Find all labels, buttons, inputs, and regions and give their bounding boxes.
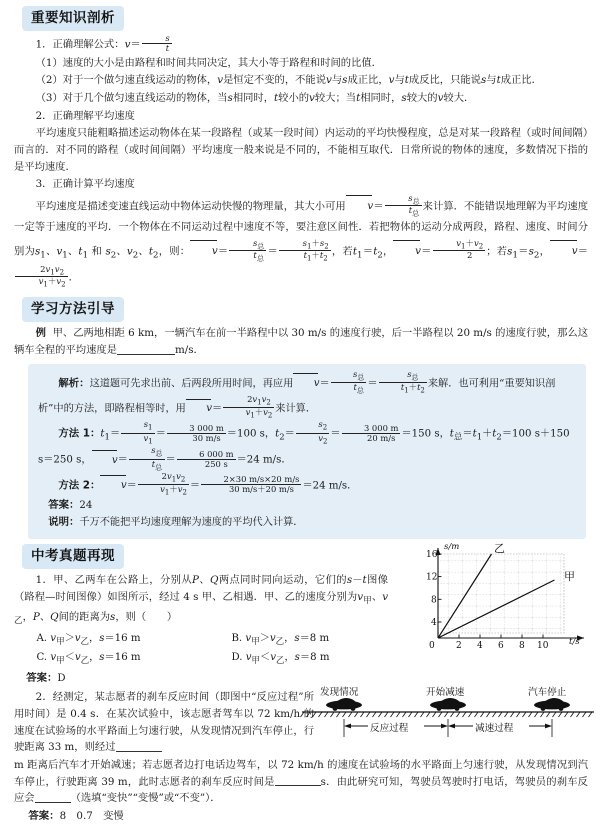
knowledge-p3-g: 较大． <box>443 91 475 104</box>
knowledge-p2-b: 是恒定不变的，不能说 <box>223 74 327 87</box>
q2-a: 2．经测定，某志愿者的刹车反应时间（即图中“反应过程”所用时间）是 0.4 s．在某次试验中，该志愿者驾车以 72 km/h 的速度在试验场的水平路面上匀速行驶，从发现情况到汽车停止，行驶距离 33 m，则经过 <box>14 691 314 754</box>
st-graph-svg <box>406 538 596 656</box>
jiexi-text-c: 来计算． <box>275 403 317 415</box>
q1-b: 两点同时同向运动，它们的 <box>218 574 347 587</box>
knowledge-item-2-label: 2．正确理解平均速度 <box>35 109 135 122</box>
knowledge-p2-d: 成正比， <box>347 74 389 87</box>
y-tick-8: 8 <box>431 595 437 606</box>
section-header-exam: 中考真题再现 <box>22 544 124 569</box>
jiexi-method-2: 方法 2： v＝ $\frac{2v_1v_2}{v_1+v_2}$ ＝ $\frac{2\times 30 m/s\times 20 m/s}{30 m/s+20 m/s}$ ＝24 m/s． <box>58 470 358 497</box>
q1-answer-label: 答案： <box>26 672 58 685</box>
q2-answer-value: 8 0.7 变慢 <box>59 809 124 822</box>
q1-a: 1．甲、乙两车在公路上，分别从 <box>35 574 192 587</box>
knowledge-p5-c: ，则： <box>158 244 191 257</box>
knowledge-p2-f: 成反比，只能说 <box>408 74 481 87</box>
st-graph-figure <box>406 538 596 656</box>
note-label: 说明： <box>48 516 80 529</box>
q1-e: ，则（ ） <box>115 610 178 623</box>
knowledge-p5-d: ，若 <box>331 244 353 257</box>
q2-answer-label: 答案： <box>28 809 60 822</box>
section-exam <box>0 541 600 825</box>
knowledge-p5-b: 来计算．不能错误地理解为平均速度一定等于速度的平均．一个物体在不同运动过程中速度不等，要注意区间性．若把物体的运动分成两段，路程、速度、时间分别为 <box>14 200 589 257</box>
example-blank[interactable] <box>117 344 175 355</box>
formula-6000-250: $\frac{6 000 m}{250 s}$ <box>177 450 236 469</box>
car-label-discover: 发现情况 <box>320 687 359 699</box>
section-header-knowledge: 重要知识剖析 <box>22 6 124 31</box>
y-axis-label: s/m <box>444 541 460 552</box>
road-hatching <box>301 712 593 717</box>
q2-blank-1[interactable] <box>116 741 162 752</box>
option-B-key: B. <box>231 632 243 644</box>
jiexi-method-1: 方法 1：$t_1=$ $\frac{s_1}{v_1}$ ＝ $\frac{3 000 m}{30 m/s}$ ＝100 s，$t_2=$ $\frac{s_2}{v_2}$ ＝ $\frac{3 000 m}{20 m/s}$ ＝150 s，$t_总=t_1+t_2=100$ s＋150 s＝250 s， v＝ $\frac{s_总}{t_总}$ ＝ $\frac{6 000 m}{250 s}$ ＝24 m/s． <box>38 419 570 472</box>
knowledge-p3-c: 较小的 <box>278 91 310 104</box>
y-tick-16: 16 <box>426 549 438 560</box>
formula-v-s-t: $\frac{s}{t}$ <box>142 34 172 53</box>
knowledge-p5-e: ；若 <box>486 244 508 257</box>
q2-blank-3[interactable] <box>35 792 71 803</box>
car-label-stop: 汽车停止 <box>528 687 567 699</box>
method1-label: 方法 1： <box>58 427 101 440</box>
formula-vbar-total: $\frac{s_总}{t_总}$ <box>385 194 422 218</box>
method2-label: 方法 2： <box>58 479 101 492</box>
car-label-brake-start: 开始减速 <box>426 687 465 699</box>
q1-c: 图像（路程—时间图像）如图所示，经过 4 s 甲、乙相遇．甲、乙的速度分别为 <box>14 574 389 603</box>
knowledge-p3-a: （3）对于几个做匀速直线运动的物体，当 <box>35 91 228 104</box>
option-D-key: D. <box>231 652 243 664</box>
knowledge-p2-a: （2）对于一个做匀速直线运动的物体， <box>35 74 218 87</box>
q1-d: 间的距离为 <box>58 610 111 623</box>
knowledge-p2-e: 与 <box>394 74 405 87</box>
answer-value: 24 <box>79 500 93 512</box>
formula-harmonic: $\frac{2v_1v_2}{v_1+v_2}$ <box>15 265 68 289</box>
origin-label: 0 <box>429 640 435 651</box>
knowledge-item-3-label: 3．正确计算平均速度 <box>35 178 135 191</box>
method-example <box>14 325 588 358</box>
example-text-b: m/s． <box>174 344 204 357</box>
knowledge-p3-e: 相同时， <box>360 91 402 104</box>
x-axis-label: t/s <box>569 636 580 647</box>
knowledge-p2-h: 成正比． <box>500 74 542 87</box>
knowledge-p2: （2）对于一个做匀速直线运动的物体，v是恒定不变的，不能说v与s成正比，v与t成反比，只能说s与t成正比． <box>35 74 542 87</box>
option-row-2 <box>14 649 414 669</box>
x-tick-10: 10 <box>537 640 549 651</box>
y-tick-4: 4 <box>431 617 437 628</box>
q1-text: 1．甲、乙两车在公路上，分别从P、Q两点同时同向运动，它们的s－t图像（路程—时间图像）如图所示，经过 4 s 甲、乙相遇．甲、乙的速度分别为$v_甲$、$v_乙$，P、Q间的距离为s，则（ ） <box>14 574 389 626</box>
knowledge-p1: （1）速度的大小是由路程和时间共同决定，其大小等于路程和时间的比值． <box>35 56 382 69</box>
q2-b: m 距离后汽车才开始减速；若志愿者边打电话边驾车，以 72 km/h 的速度在试验场的水平路面上匀速行驶，从发现情况到汽车停止，行驶距离 39 m，此时志愿者的刹车反应时间是 <box>14 758 588 788</box>
option-A-key: A. <box>36 632 48 644</box>
jiexi-text-b: 来解．也可利用“重要知识剖析”中的方法，即路程相等时，用 <box>38 378 556 415</box>
knowledge-p5: 平均速度是描述变速直线运动中物体运动快慢的物理量，其大小可用 v＝ $\frac{s_总}{t_总}$ 来计算．不能错误地理解为平均速度一定等于速度的平均．一个物体在不同运动过程中速度不等，要注意区间性．若把物体的运动分成两段，路程、速度、时间分别为$s_1$、$v_1$、$t_1$ 和 $s_2$、$v_2$、$t_2$，则： v＝ $\frac{s_总}{t_总}$ ＝ $\frac{s_1+s_2}{t_1+t_2}$ ，若$t_1=t_2$， v＝ $\frac{v_1+v_2}{2}$ ；若$s_1=s_2$， v＝ $\frac{2v_1v_2}{v_1+v_2}$ ． <box>14 192 589 289</box>
x-tick-2: 2 <box>456 640 462 651</box>
jiexi-answer <box>38 497 576 514</box>
exam-question-1 <box>0 572 400 688</box>
knowledge-p2-c: 与 <box>331 74 343 87</box>
formula-avg2: $\frac{v_1+v_2}{2}$ <box>433 239 486 260</box>
x-tick-6: 6 <box>498 640 504 651</box>
q2-text-rest <box>14 757 588 807</box>
x-tick-8: 8 <box>519 640 525 651</box>
knowledge-p3-f: 较大的 <box>406 91 438 104</box>
option-D[interactable]: D. $v_甲<v_乙$，s＝8 m <box>231 652 330 667</box>
knowledge-item-1: 1．正确理解公式：v＝ $\frac{s}{t}$ <box>35 33 170 54</box>
series-label-jia: 甲 <box>564 569 575 583</box>
car-icon-2 <box>430 698 466 711</box>
car-icon-3 <box>534 698 570 711</box>
q1-answer-value: D <box>57 673 66 685</box>
knowledge-p2-g: 与 <box>486 74 497 87</box>
knowledge-item-1-label: 1．正确理解公式： <box>35 38 125 51</box>
example-text-a: 甲、乙两地相距 6 km，一辆汽车在前一半路程中以 30 m/s 的速度行驶，后一半路程以 20 m/s 的速度行驶，那么这辆车全程的平均速度是 <box>14 327 589 357</box>
jiexi-label: 解析： <box>58 377 90 390</box>
y-tick-12: 12 <box>426 572 438 583</box>
span-label-decel: 减速过程 <box>475 723 514 735</box>
knowledge-p3-b: 相同时， <box>232 91 275 104</box>
exam-question-2 <box>0 689 600 825</box>
series-label-yi: 乙 <box>494 541 505 555</box>
option-A[interactable]: A. $v_甲>v_乙$，s＝16 m <box>36 632 141 647</box>
formula-method2-num: $\frac{2\times 30 m/s\times 20 m/s}{30 m/s+20 m/s}$ <box>201 475 301 494</box>
braking-figure <box>298 685 598 749</box>
q1-options <box>14 630 414 689</box>
textbook-page <box>0 6 600 822</box>
braking-svg <box>298 685 598 749</box>
q2-text-top <box>14 689 314 756</box>
note-text: 千万不能把平均速度理解为速度的平均代入计算． <box>79 517 304 529</box>
q2-c: s．由此研究可知，驾驶员驾驶时打电话，驾驶员的刹车反应会 <box>14 775 588 805</box>
option-row-1 <box>14 630 414 650</box>
q2-answer-row <box>14 808 588 825</box>
answer-label: 答案： <box>48 499 80 512</box>
knowledge-p4: 平均速度只能粗略描述运动物体在某一段路程（或某一段时间）内运动的平均快慢程度，总是对某一段路程（或时间间隔）而言的．对不同的路程（或时间间隔）平均速度一般来说是不同的，不能相互取代．日常所说的物体的速度，多数情况下指的是平均速度． <box>14 127 588 173</box>
jiexi-text-a: 这道题可先求出前、后两段所用时间，再应用 <box>89 378 294 390</box>
option-C[interactable]: C. $v_甲<v_乙$，s＝16 m <box>36 652 141 667</box>
option-C-key: C. <box>36 652 48 664</box>
jiexi-line-1: 解析：这道题可先求出前、后两段所用时间，再应用 v＝ $\frac{s_总}{t_总}$ ＝ $\frac{s_总}{t_1+t_2}$ 来解．也可利用“重要知识剖析”中的方法，即路程相等时，用 v＝ $\frac{2v_1v_2}{v_1+v_2}$ 来计算． <box>38 368 556 420</box>
q2-blank-2[interactable] <box>275 775 321 786</box>
car-icon-1 <box>326 698 362 711</box>
explanation-box <box>28 364 586 539</box>
q2-d: （选填“变快”“变慢”或“不变”）． <box>70 792 221 805</box>
section-method <box>0 297 600 539</box>
x-tick-4: 4 <box>477 640 483 651</box>
jiexi-note <box>38 514 576 531</box>
knowledge-p3-d: 较大；当 <box>314 91 357 104</box>
knowledge-p5-a: 平均速度是描述变速直线运动中物体运动快慢的物理量，其大小可用 <box>35 200 346 213</box>
example-label: 例 <box>35 327 46 340</box>
knowledge-p3: （3）对于几个做匀速直线运动的物体，当s相同时，t较小的v较大；当t相同时，s较大的v较大． <box>35 91 475 104</box>
section-header-method: 学习方法引导 <box>22 297 124 322</box>
formula-sum-frac: $\frac{s_1+s_2}{t_1+t_2}$ <box>279 239 331 263</box>
option-B[interactable]: B. $v_甲>v_乙$，s＝8 m <box>231 632 330 647</box>
section-knowledge <box>0 6 600 288</box>
span-label-reaction: 反应过程 <box>370 723 409 735</box>
